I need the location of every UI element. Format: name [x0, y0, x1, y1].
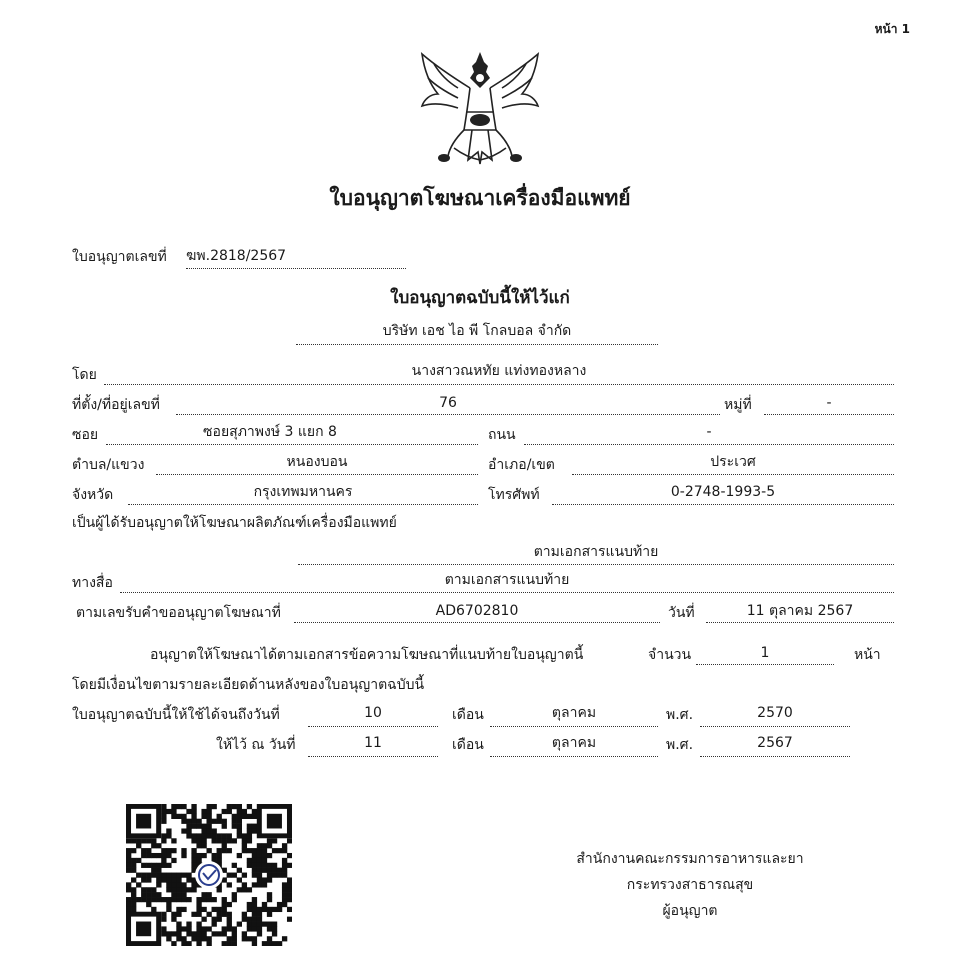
grant-statement: เป็นผู้ได้รับอนุญาตให้โฆษณาผลิตภัณฑ์เครื่องมือแพทย์ [72, 515, 397, 531]
permit-statement: อนุญาตให้โฆษณาได้ตามเอกสารข้อความโฆษณาที่แนบท้ายใบอนุญาตนี้ [150, 647, 584, 663]
qr-finder-bottom-left [126, 912, 161, 946]
product-line [298, 564, 894, 565]
qr-code-icon[interactable] [126, 804, 292, 946]
qr-finder-top-right [257, 804, 292, 838]
issued-on-year-label: พ.ศ. [666, 737, 694, 753]
subdistrict-value: หนองบอน [286, 454, 348, 470]
issued-on-day-line [308, 756, 438, 757]
issued-on-month: ตุลาคม [551, 735, 597, 751]
issued-on-label: ให้ไว้ ณ วันที่ [216, 737, 296, 753]
valid-until-month: ตุลาคม [551, 705, 597, 721]
license-number-value: ฆพ.2818/2567 [186, 248, 287, 264]
product-value: ตามเอกสารแนบท้าย [533, 544, 659, 560]
valid-until-year-label: พ.ศ. [666, 707, 694, 723]
soi-line [106, 444, 478, 445]
valid-until-day-line [308, 726, 438, 727]
issued-on-month-line [490, 756, 658, 757]
valid-until-day: 10 [364, 705, 382, 721]
valid-until-year-line [700, 726, 850, 727]
company-name: บริษัท เอช ไอ พี โกลบอล จำกัด [382, 323, 572, 339]
valid-until-month-label: เดือน [452, 707, 484, 723]
moo-line [764, 414, 894, 415]
by-label: โดย [72, 367, 97, 383]
request-date-value: 11 ตุลาคม 2567 [746, 603, 854, 619]
page-count-line [696, 664, 834, 665]
page-count-unit: หน้า [854, 647, 881, 663]
issued-on-month-label: เดือน [452, 737, 484, 753]
address-no-line [176, 414, 720, 415]
phone-label: โทรศัพท์ [488, 487, 540, 503]
soi-value: ซอยสุภาพงษ์ 3 แยก 8 [203, 424, 337, 440]
issued-to-heading: ใบอนุญาตฉบับนี้ให้ไว้แก่ [390, 288, 570, 308]
issued-on-year: 2567 [757, 735, 793, 751]
media-line [120, 592, 894, 593]
road-value: - [706, 424, 712, 440]
qr-finder-top-left [126, 804, 161, 838]
valid-until-month-line [490, 726, 658, 727]
signature-role: ผู้อนุญาต [662, 903, 718, 919]
address-no-value: 76 [439, 395, 457, 411]
request-label: ตามเลขรับคำขออนุญาตโฆษณาที่ [76, 605, 281, 621]
request-date-label: วันที่ [668, 605, 695, 621]
district-label: อำเภอ/เขต [488, 457, 555, 473]
valid-until-label: ใบอนุญาตฉบับนี้ให้ใช้ได้จนถึงวันที่ [72, 707, 280, 723]
valid-until-year: 2570 [757, 705, 793, 721]
document-title: ใบอนุญาตโฆษณาเครื่องมือแพทย์ [329, 186, 631, 210]
license-number-label: ใบอนุญาตเลขที่ [72, 249, 167, 265]
road-line [524, 444, 894, 445]
request-value: AD6702810 [435, 603, 519, 619]
fda-logo-icon [195, 861, 223, 889]
subdistrict-label: ตำบล/แขวง [72, 457, 145, 473]
conditions-text: โดยมีเงื่อนไขตามรายละเอียดด้านหลังของใบอนุญาตฉบับนี้ [72, 677, 425, 693]
media-label: ทางสื่อ [72, 575, 113, 591]
province-value: กรุงเทพมหานคร [253, 484, 353, 500]
request-date-line [706, 622, 894, 623]
signature-ministry: กระทรวงสาธารณสุข [626, 877, 754, 893]
request-line [294, 622, 660, 623]
soi-label: ซอย [72, 427, 99, 443]
moo-label: หมู่ที่ [724, 397, 752, 413]
by-line [104, 384, 894, 385]
company-line [296, 344, 658, 345]
district-line [572, 474, 894, 475]
moo-value: - [826, 395, 832, 411]
media-value: ตามเอกสารแนบท้าย [444, 572, 570, 588]
issued-on-year-line [700, 756, 850, 757]
phone-line [552, 504, 894, 505]
address-no-label: ที่ตั้ง/ที่อยู่เลขที่ [72, 397, 160, 413]
page-number: หน้า 1 [874, 22, 910, 36]
page-count-value: 1 [760, 645, 770, 661]
province-label: จังหวัด [72, 487, 114, 503]
road-label: ถนน [488, 427, 516, 443]
by-value: นางสาวณหทัย แท่งทองหลาง [411, 363, 587, 379]
signature-office: สำนักงานคณะกรรมการอาหารและยา [576, 851, 804, 867]
license-number-line [186, 268, 406, 269]
subdistrict-line [156, 474, 478, 475]
issued-on-day: 11 [364, 735, 382, 751]
page-count-label: จำนวน [648, 647, 692, 663]
district-value: ประเวศ [710, 454, 756, 470]
phone-value: 0-2748-1993-5 [670, 484, 776, 500]
garuda-emblem-icon [414, 48, 546, 170]
province-line [128, 504, 478, 505]
